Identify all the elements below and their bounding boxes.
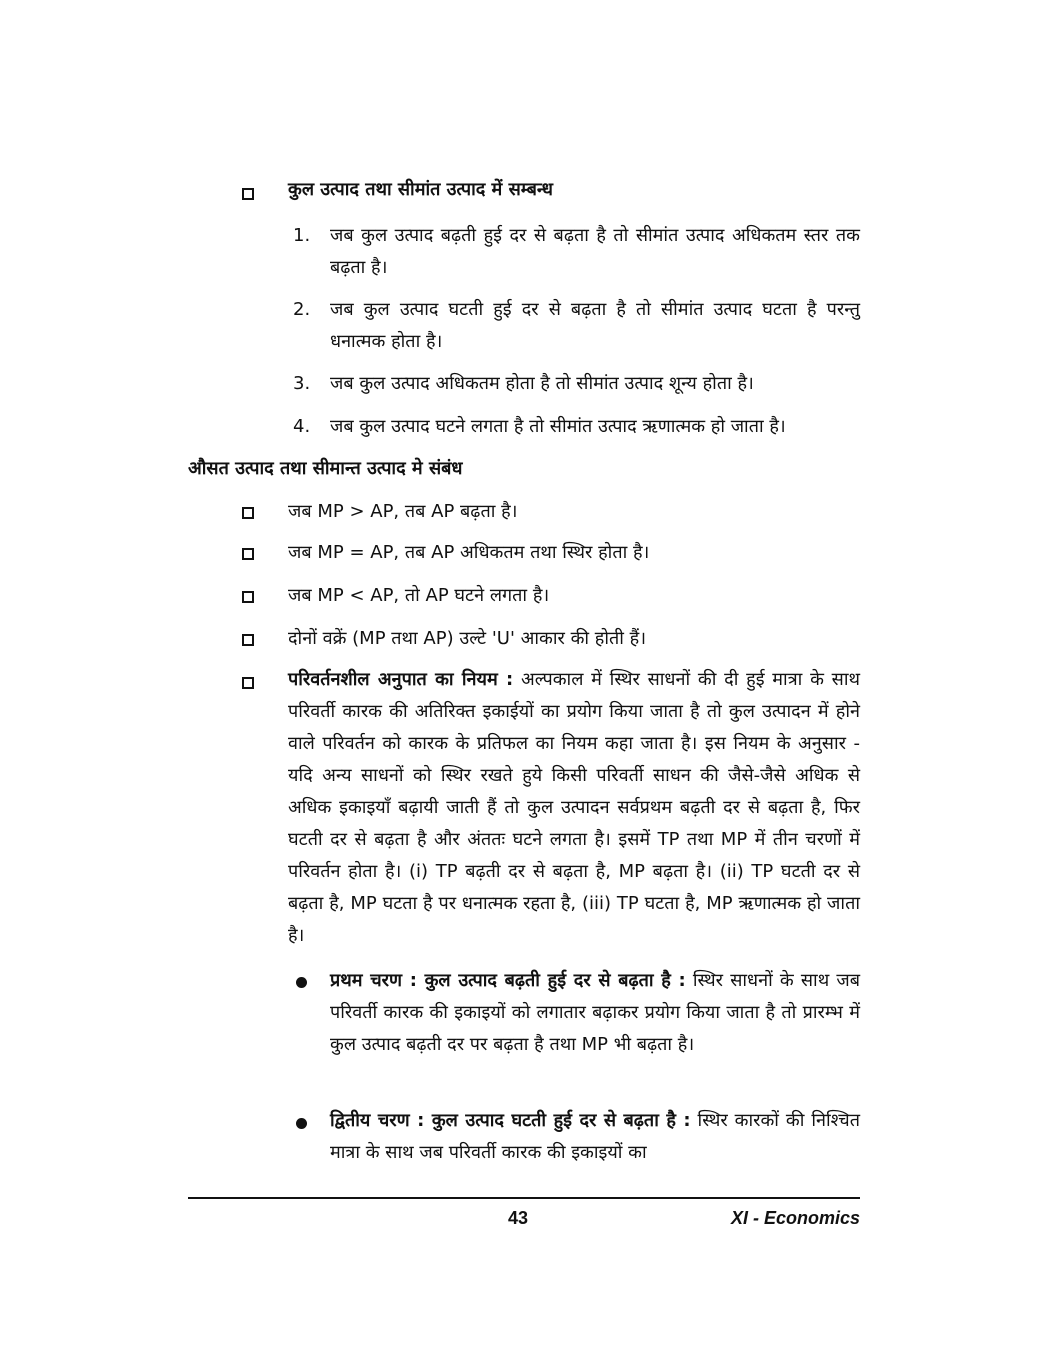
bullet-dot-icon xyxy=(296,977,307,988)
checkbox-bullet-icon xyxy=(242,634,254,646)
stage-paragraph xyxy=(330,965,860,1061)
law-text: अल्पकाल में स्थिर साधनों की दी हुई मात्रा के साथ परिवर्ती कारक की अतिरिक्त इकाईयों का प्रयोग किया जाता है तो कुल उत्पादन में होने वाले परिवर्तन को कारक के प्रतिफल का नियम कहा जाता है। इस नियम के अनुसार - यदि अन्य साधनों को स्थिर रखते हुये किसी परिवर्ती साधन की जैसे-जैसे अधिक से अधिक इकाइयाँ बढ़ायी जाती हैं तो कुल उत्पादन सर्वप्रथम बढ़ती दर से बढ़ता है, फिर घटती दर से बढ़ता है और अंततः घटने लगता है। इसमें TP तथा MP में तीन चरणों में परिवर्तन होता है। (i) TP बढ़ती दर से बढ़ता है, MP बढ़ता है। (ii) TP घटती दर से बढ़ता है, MP घटता है पर धनात्मक रहता है, (iii) TP घटता है, MP ऋणात्मक हो जाता है। xyxy=(288,669,860,946)
section1-heading: कुल उत्पाद तथा सीमांत उत्पाद में सम्बन्ध xyxy=(288,179,553,200)
stage-text: स्थिर साधनों के साथ जब परिवर्ती कारक की इकाइयों को लगातार बढ़ाकर प्रयोग किया जाता है तो प्रारम्भ में कुल उत्पाद बढ़ती दर पर बढ़ता है तथा MP भी बढ़ता है। xyxy=(330,970,860,1055)
stage-title: प्रथम चरण : कुल उत्पाद बढ़ती हुई दर से बढ़ता है : xyxy=(330,970,686,991)
stage-title: द्वितीय चरण : कुल उत्पाद घटती हुई दर से बढ़ता है : xyxy=(330,1110,691,1131)
checkbox-bullet-icon xyxy=(242,591,254,603)
checkbox-bullet-icon xyxy=(242,507,254,519)
list-item: जब कुल उत्पाद बढ़ती हुई दर से बढ़ता है तो सीमांत उत्पाद अधिकतम स्तर तक बढ़ता है। xyxy=(330,225,860,278)
list-item: जब MP = AP, तब AP अधिकतम तथा स्थिर होता है। xyxy=(288,542,650,563)
law-paragraph xyxy=(288,664,860,952)
bullet-dot-icon xyxy=(296,1118,307,1129)
list-item: दोनों वक्रें (MP तथा AP) उल्टे 'U' आकार की होती हैं। xyxy=(288,628,647,649)
stage-text: स्थिर कारकों की निश्चित मात्रा के साथ जब परिवर्ती कारक की इकाइयों का xyxy=(330,1110,860,1163)
checkbox-bullet-icon xyxy=(242,548,254,560)
list-item: जब MP > AP, तब AP बढ़ता है। xyxy=(288,501,518,522)
list-number: 1. xyxy=(293,225,311,246)
list-item: जब कुल उत्पाद घटने लगता है तो सीमांत उत्पाद ऋणात्मक हो जाता है। xyxy=(330,416,786,437)
list-number: 4. xyxy=(293,416,311,437)
checkbox-bullet-icon xyxy=(242,677,254,689)
checkbox-bullet-icon xyxy=(242,188,254,200)
law-title: परिवर्तनशील अनुपात का नियम : xyxy=(288,669,514,690)
list-item: जब कुल उत्पाद अधिकतम होता है तो सीमांत उत्पाद शून्य होता है। xyxy=(330,373,754,394)
page-number: 43 xyxy=(508,1208,529,1228)
footer-subject: XI - Economics xyxy=(730,1208,860,1228)
list-item: जब कुल उत्पाद घटती हुई दर से बढ़ता है तो सीमांत उत्पाद घटता है परन्तु धनात्मक होता है। xyxy=(330,299,860,352)
list-item: जब MP < AP, तो AP घटने लगता है। xyxy=(288,585,550,606)
footer-divider xyxy=(188,1197,860,1199)
list-number: 3. xyxy=(293,373,311,394)
list-number: 2. xyxy=(293,299,311,320)
section2-heading: औसत उत्पाद तथा सीमान्त उत्पाद मे संबंध xyxy=(188,458,463,479)
stage-paragraph xyxy=(330,1105,860,1169)
